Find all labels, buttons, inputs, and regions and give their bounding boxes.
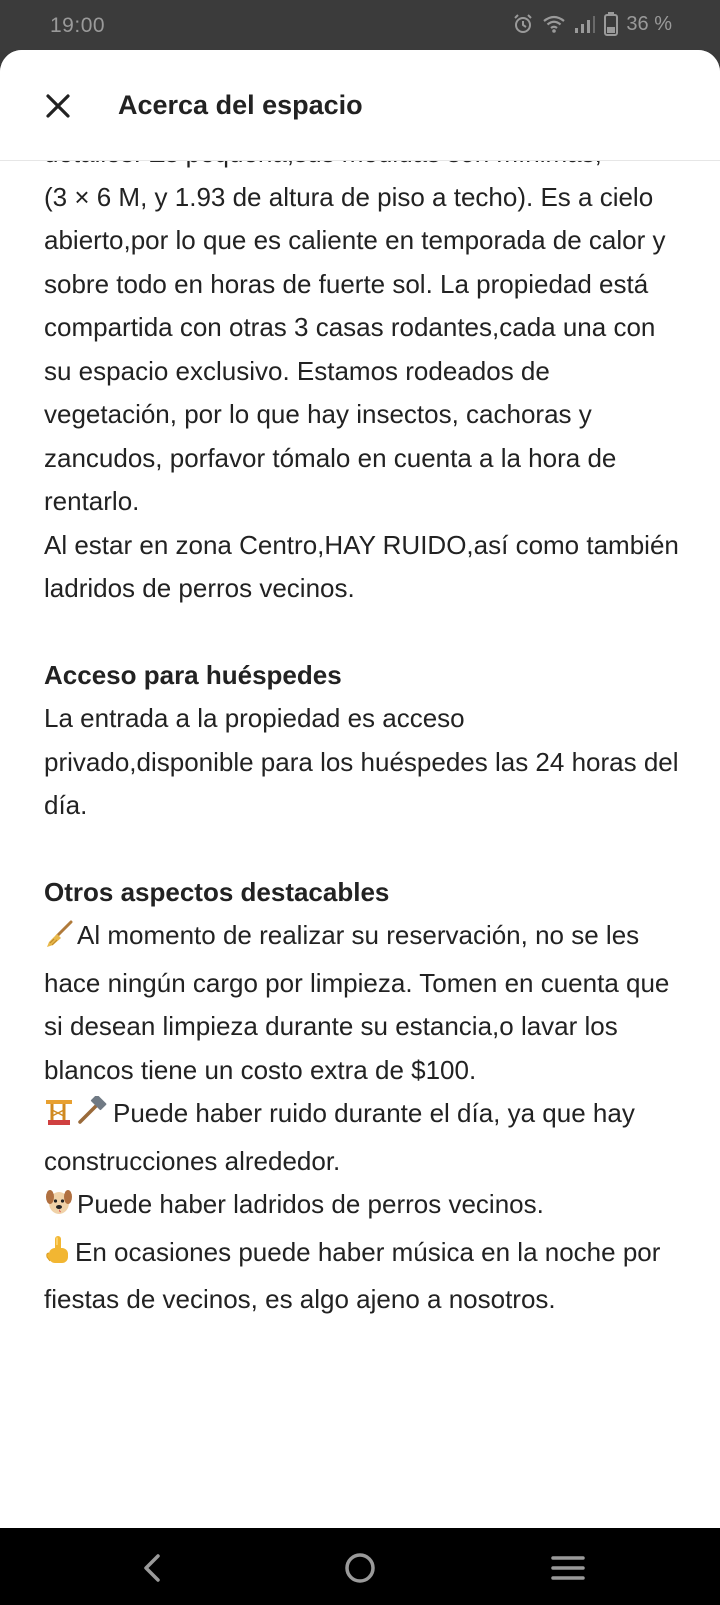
dog-icon — [44, 1187, 74, 1231]
home-icon — [338, 1546, 382, 1590]
intro-noise-text: Al estar en zona Centro,HAY RUIDO,así como también ladridos de perros vecinos. — [44, 529, 679, 603]
back-button[interactable] — [130, 1546, 174, 1590]
wifi-icon — [542, 14, 566, 34]
navigation-bar — [0, 1528, 720, 1605]
status-time: 19:00 — [50, 14, 106, 37]
list-item: Puede haber ruido durante el día, ya que hay construcciones alrededor. — [44, 1092, 680, 1183]
guest-access-text: La entrada a la propiedad es acceso privado,disponible para los huéspedes las 24 horas del día. — [44, 703, 679, 820]
sheet-header — [0, 50, 720, 161]
guest-access-title: Acceso para huéspedes — [44, 659, 342, 690]
other-aspects-title: Otros aspectos destacables — [44, 876, 390, 907]
broom-icon — [44, 918, 74, 962]
list-item: Puede haber ladridos de perros vecinos. — [44, 1183, 680, 1231]
sheet-title: Acerca del espacio — [118, 90, 363, 120]
close-button[interactable] — [40, 88, 76, 124]
sheet-content — [44, 132, 680, 1322]
battery-icon — [604, 12, 618, 36]
menu-icon — [546, 1546, 590, 1590]
other-aspects-section — [44, 871, 680, 1322]
pointing-up-hand-icon — [44, 1235, 72, 1279]
signal-icon — [574, 14, 596, 34]
home-button[interactable] — [338, 1546, 382, 1590]
alarm-icon — [512, 13, 534, 35]
list-item: En ocasiones puede haber música en la noche por fiestas de vecinos, es algo ajeno a nosotros. — [44, 1236, 661, 1314]
status-bar — [0, 0, 720, 52]
back-icon — [130, 1546, 174, 1590]
menu-button[interactable] — [546, 1546, 590, 1590]
construction-hammer-icon — [44, 1096, 110, 1140]
battery-percent: 36 % — [626, 12, 672, 35]
intro-text: (3 × 6 M, y 1.93 de altura de piso a techo). Es a cielo abierto,por lo que es caliente en temporada de calor y sobre todo en horas de fuerte sol. La propiedad está compartida con otras 3 casas rodantes,cada una con su espacio exclusivo. Estamos rodeados de vegetación, por lo que hay insectos, cachoras y zancudos, porfavor tómalo en cuenta a la hora de rentarlo. — [44, 181, 666, 516]
list-item: Al momento de realizar su reservación, no se les hace ningún cargo por limpieza. Tomen en cuenta que si desean limpieza durante su estancia,o lavar los blancos tiene un costo extra de $100. — [44, 920, 670, 1085]
close-icon — [40, 88, 76, 124]
guest-access-section — [44, 654, 680, 828]
status-icons — [512, 12, 672, 36]
about-space-sheet — [0, 50, 720, 1528]
